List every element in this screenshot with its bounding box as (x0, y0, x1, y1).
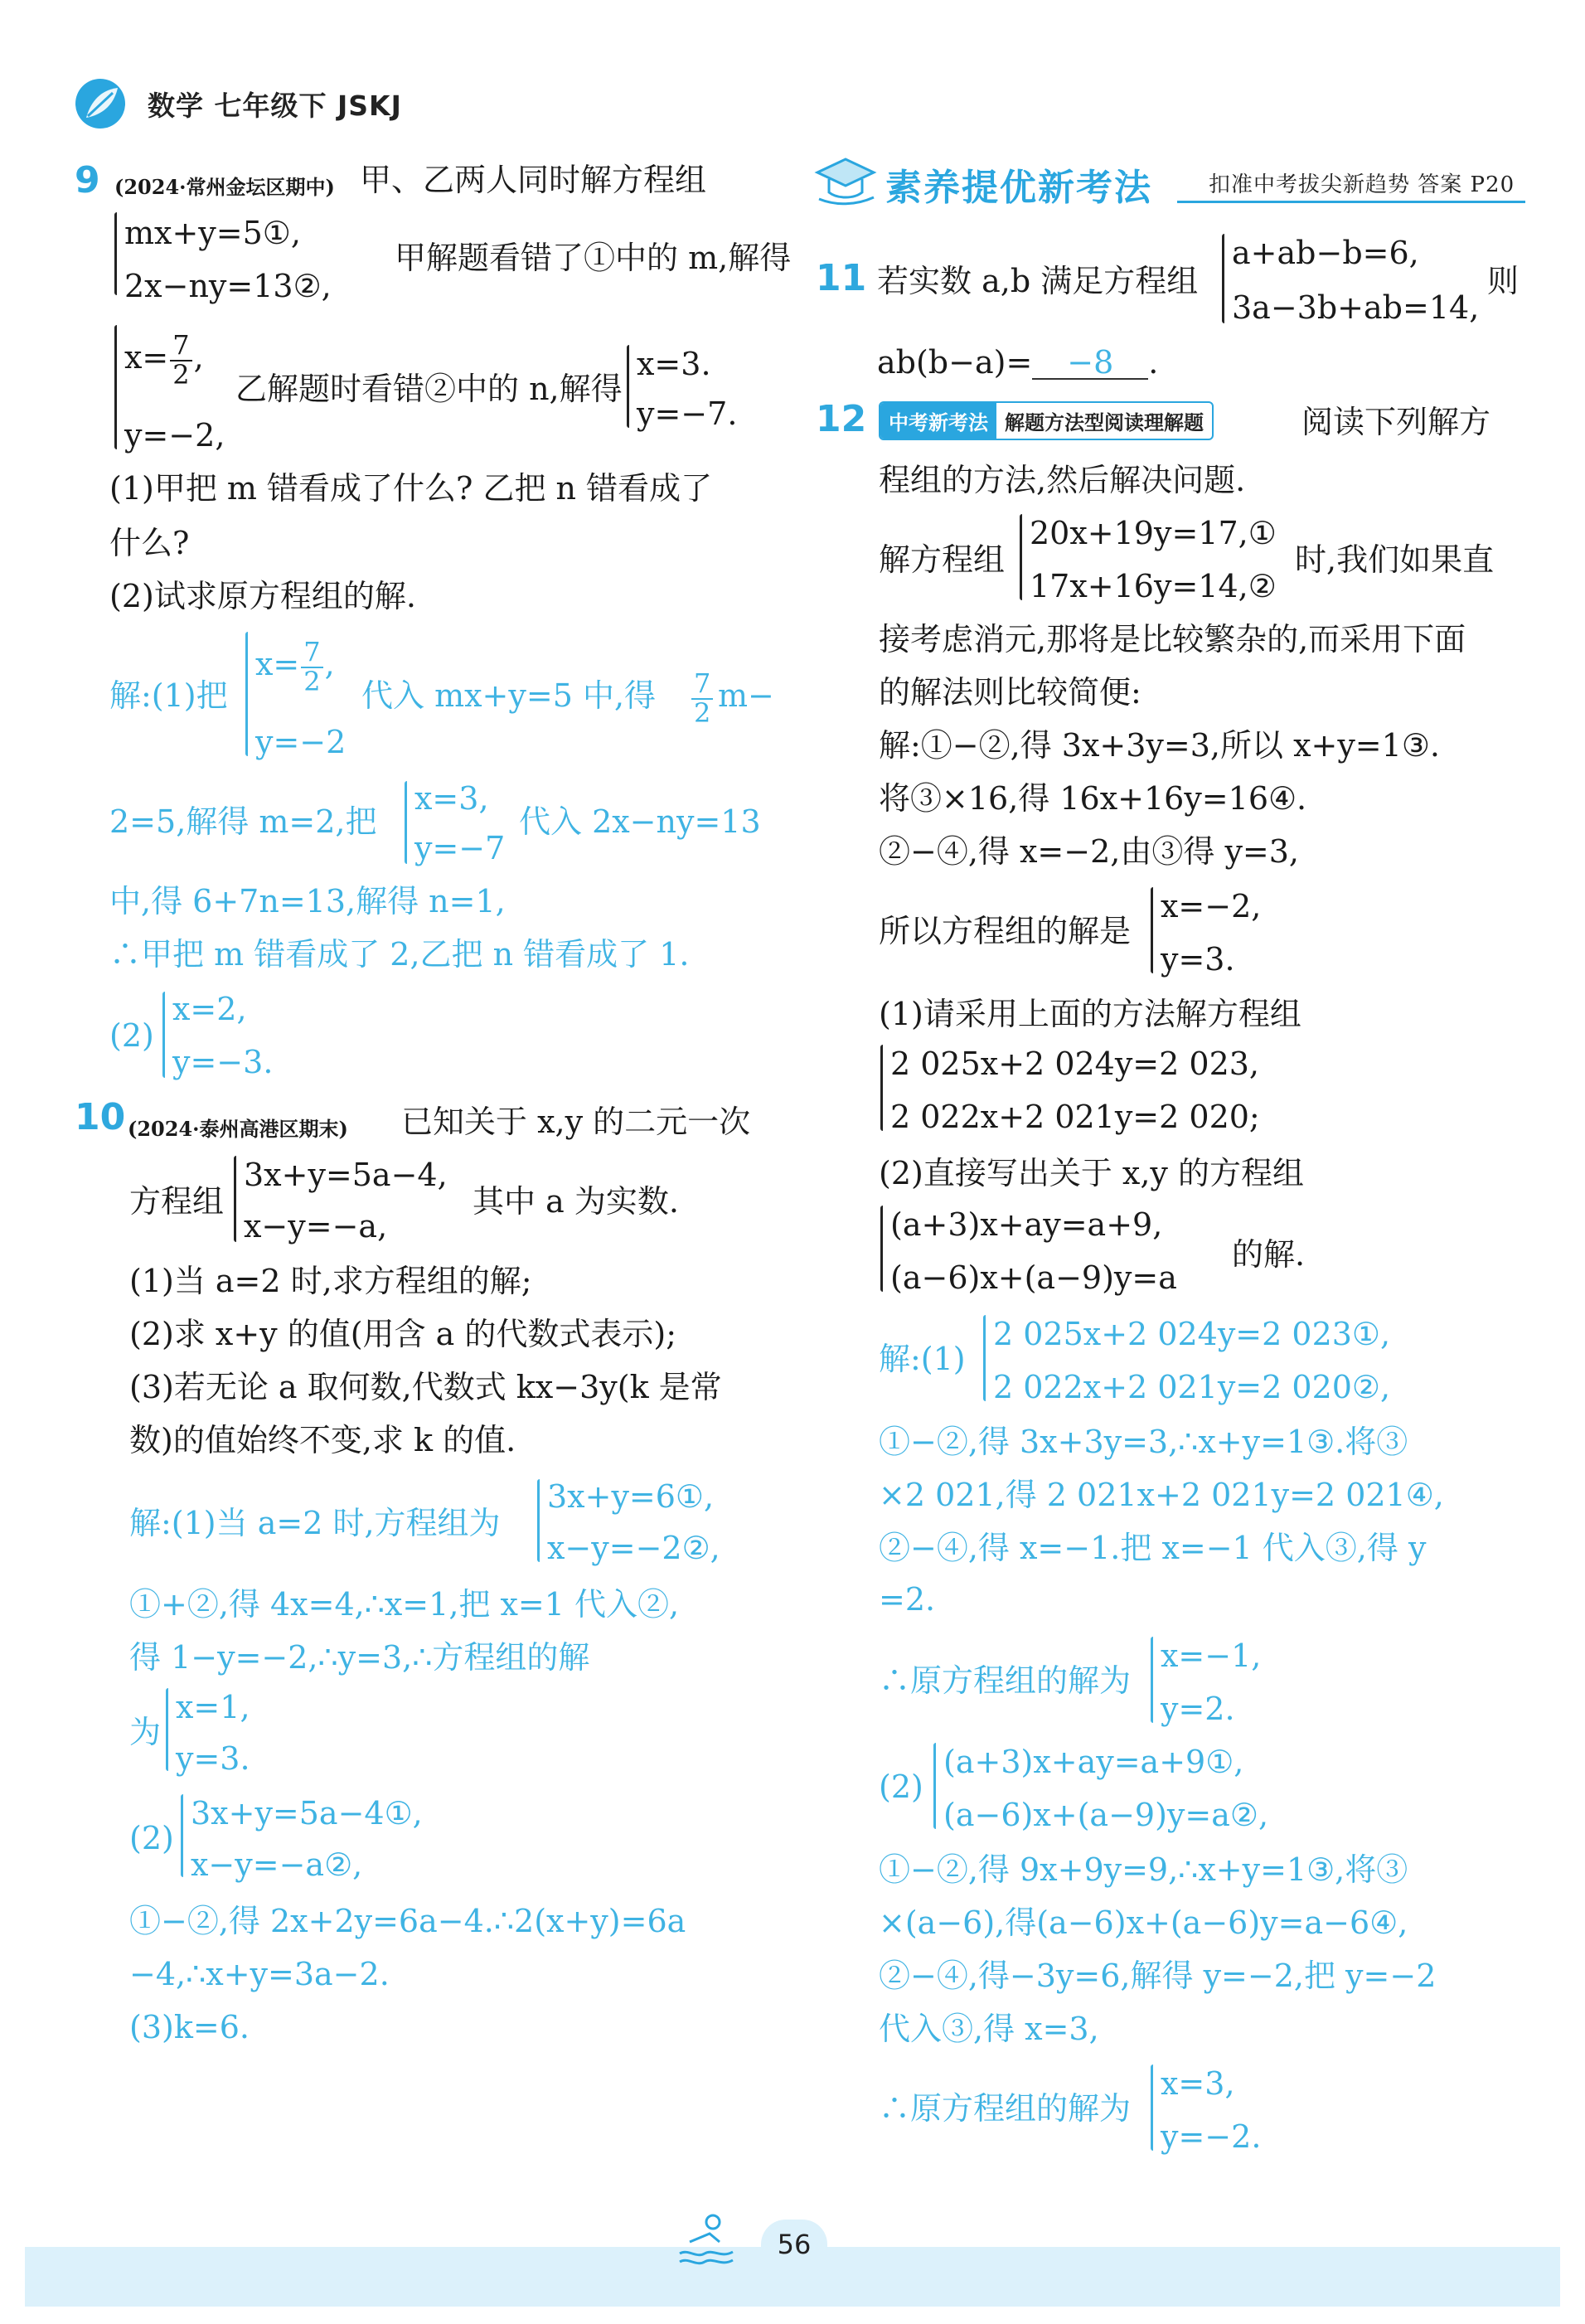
equation-system-brace (1222, 234, 1224, 323)
solution-brace (181, 1794, 183, 1877)
answer-text: ①−②,得 3x+3y=3,∴x+y=1③.将③ (879, 1424, 1408, 1460)
part-2: (2)求 x+y 的值(用含 a 的代数式表示); (129, 1316, 676, 1352)
answer-text: ∴原方程组的解为 (879, 2090, 1132, 2127)
question-stem: 若实数 a,b 满足方程组 (877, 263, 1199, 299)
answer-text: (2) (109, 1017, 154, 1054)
equation-1: 3x+y=5a−4, (244, 1157, 448, 1193)
answer-text: 代入③,得 x=3, (879, 2011, 1099, 2047)
answer-eq-1: 3x+y=5a−4①, (191, 1795, 423, 1832)
solution-brace (1151, 1637, 1153, 1723)
answer-text: ①+②,得 4x=4,∴x=1,把 x=1 代入②, (129, 1586, 680, 1623)
solution-brace (933, 1743, 936, 1829)
question-stem: 接考虑消元,那将是比较繁杂的,而采用下面 (879, 621, 1466, 657)
answer-eq-2: x−y=−a②, (191, 1846, 363, 1883)
solution-brace (162, 992, 165, 1078)
equation-2: 3a−3b+ab=14, (1232, 289, 1480, 326)
answer-text: ②−④,得 x=−1.把 x=−1 代入③,得 y (879, 1530, 1427, 1566)
part-2: (2)试求原方程组的解. (109, 578, 416, 614)
question-stem: 方程组 (129, 1183, 225, 1220)
part-1: (1)当 a=2 时,求方程组的解; (129, 1263, 532, 1299)
page-number: 56 (761, 2220, 827, 2269)
answer-text: −4,∴x+y=3a−2. (129, 1956, 390, 1992)
question-stem: 所以方程组的解是 (879, 913, 1132, 949)
part-2: (2)直接写出关于 x,y 的方程组 (879, 1155, 1304, 1191)
solution-y: y=−7. (637, 395, 738, 432)
answer-text: m− (718, 677, 774, 714)
solution-x: x=−2, (1161, 888, 1262, 924)
answer-text: 解:(1)当 a=2 时,方程组为 (129, 1505, 501, 1541)
answer-text: (3)k=6. (129, 2009, 250, 2045)
answer-text: ∴原方程组的解为 (879, 1662, 1132, 1699)
answer-text: (2) (129, 1820, 174, 1856)
leaf-logo-icon (75, 78, 126, 129)
question-stem: 阅读下列解方 (1301, 404, 1491, 440)
part-3-cont: 数)的值始终不变,求 k 的值. (129, 1422, 516, 1458)
section-subtitle: 扣准中考拔尖新趋势 答案 P20 (1209, 172, 1515, 197)
question-stem: 将③×16,得 16x+16y=16④. (879, 780, 1307, 817)
answer-text: (2) (879, 1768, 923, 1805)
solution-brace (245, 632, 248, 756)
section-title: 素养提优新考法 (885, 167, 1152, 209)
graduation-cap-icon (812, 151, 879, 209)
equation-1: a+ab−b=6, (1232, 235, 1419, 271)
equation-system-brace (1020, 514, 1022, 600)
answer-text: ①−②,得 9x+9y=9,∴x+y=1③,将③ (879, 1851, 1408, 1888)
question-number: 11 (816, 257, 867, 299)
question-stem: 时,我们如果直 (1295, 541, 1495, 578)
equation-1: mx+y=5①, (124, 215, 301, 251)
solution-y: y=2. (1161, 1691, 1235, 1727)
answer-text: =2. (879, 1581, 936, 1618)
answer-eq-2: 2 022x+2 021y=2 020②, (993, 1369, 1391, 1405)
solution-brace (1151, 887, 1153, 973)
question-number: 9 (75, 159, 100, 201)
solution-x: x= $\frac{7}{2}$ , (255, 636, 335, 697)
solution-brace (627, 345, 629, 428)
part-2-cont: 的解. (1232, 1236, 1306, 1273)
answer-text: 为 (129, 1714, 162, 1750)
equation-1: 2 025x+2 024y=2 023, (890, 1046, 1260, 1082)
answer-text: 代入 mx+y=5 中,得 (361, 677, 657, 714)
question-stem: ②−④,得 x=−2,由③得 y=3, (879, 833, 1300, 870)
solution-x: x= $\frac{7}{2}$ , (124, 329, 204, 391)
equation-2: 17x+16y=14,② (1030, 568, 1277, 604)
solution-y: y=−2, (124, 417, 225, 454)
answer-text: 2=5,解得 m=2,把 (109, 803, 377, 840)
solution-y: y=−3. (172, 1044, 274, 1080)
solution-x: x=−1, (1161, 1637, 1262, 1674)
answer-text: ∴甲把 m 错看成了 2,乙把 n 错看成了 1. (109, 936, 690, 973)
question-stem: 解:①−②,得 3x+3y=3,所以 x+y=1③. (879, 727, 1440, 764)
question-number: 12 (816, 398, 867, 440)
subject-label: 数学 七年级下 JSKJ (148, 89, 402, 122)
answer-eq-2: x−y=−2②, (547, 1530, 720, 1566)
solution-y: y=−2 (255, 724, 347, 760)
answer-blank: −8 (1032, 347, 1148, 380)
solution-brace (983, 1315, 986, 1401)
solution-x: x=3. (637, 346, 711, 382)
question-stem: 解方程组 (879, 541, 1006, 578)
question-stem: 甲、乙两人同时解方程组 (360, 162, 707, 198)
solution-y: y=−2. (1161, 2118, 1262, 2155)
swimmer-icon (673, 2205, 739, 2272)
question-stem: 乙解题时看错②中的 n,解得 (235, 371, 623, 407)
solution-brace (114, 325, 117, 449)
solution-y: y=3. (176, 1740, 250, 1777)
solution-x: x=3, (414, 780, 489, 817)
equation-2: 2 022x+2 021y=2 020; (890, 1099, 1260, 1135)
answer-eq-1: (a+3)x+ay=a+9①, (943, 1744, 1244, 1780)
question-stem: 其中 a 为实数. (473, 1183, 679, 1220)
equation-system-brace (880, 1206, 883, 1292)
answer-text: ①−②,得 2x+2y=6a−4.∴2(x+y)=6a (129, 1903, 686, 1939)
solution-brace (166, 1688, 168, 1771)
question-source: (2024·泰州高港区期末) (128, 1117, 348, 1141)
answer-text: ②−④,得−3y=6,解得 y=−2,把 y=−2 (879, 1958, 1437, 1994)
answer-text: ×2 021,得 2 021x+2 021y=2 021④, (879, 1477, 1444, 1513)
answer-eq-1: 3x+y=6①, (547, 1478, 715, 1515)
answer-text: 代入 2x−ny=13 (519, 803, 761, 840)
solution-y: y=3. (1161, 941, 1235, 978)
part-1: (1)请采用上面的方法解方程组 (879, 996, 1301, 1032)
question-stem: 的解法则比较简便: (879, 674, 1141, 711)
equation-2: x−y=−a, (244, 1208, 388, 1244)
answer-text: 解:(1) (879, 1341, 966, 1377)
question-stem: 则 (1487, 263, 1520, 299)
question-tag: 中考新考法 解题方法型阅读理解题 (879, 401, 1214, 440)
equation-system-brace (114, 212, 117, 295)
answer-text: ×(a−6),得(a−6)x+(a−6)y=a−6④, (879, 1904, 1408, 1941)
answer-text: 得 1−y=−2,∴y=3,∴方程组的解 (129, 1639, 590, 1676)
question-stem: 已知关于 x,y 的二元一次 (401, 1104, 751, 1140)
equation-1: 20x+19y=17,① (1030, 515, 1277, 551)
banner-divider (1177, 201, 1525, 203)
equation-system-brace (234, 1156, 236, 1242)
page-header (75, 76, 402, 131)
solution-y: y=−7 (414, 830, 506, 866)
solution-x: x=1, (176, 1689, 250, 1725)
equation-system-brace (880, 1045, 883, 1131)
answer-eq-2: (a−6)x+(a−9)y=a②, (943, 1797, 1269, 1833)
question-source: (2024·常州金坛区期中) (114, 175, 335, 199)
answer-fraction: $\frac{7}{2}$ (690, 670, 715, 727)
solution-brace (537, 1479, 540, 1562)
solution-brace (405, 781, 407, 864)
answer-text: 中,得 6+7n=13,解得 n=1, (109, 883, 506, 919)
section-banner (812, 148, 1525, 214)
question-stem: 甲解题看错了①中的 m,解得 (395, 240, 792, 276)
question-stem: 程组的方法,然后解决问题. (879, 462, 1246, 498)
answer-text: 解:(1)把 (109, 677, 228, 714)
equation-2: 2x−ny=13②, (124, 268, 332, 304)
equation-1: (a+3)x+ay=a+9, (890, 1206, 1163, 1243)
equation-2: (a−6)x+(a−9)y=a (890, 1259, 1177, 1296)
part-1-cont: 什么? (109, 525, 190, 561)
solution-brace (1151, 2064, 1153, 2151)
part-3: (3)若无论 a 取何数,代数式 kx−3y(k 是常 (129, 1369, 722, 1405)
question-number: 10 (75, 1096, 126, 1138)
answer-line: ab(b−a)= −8 . (877, 344, 1159, 381)
solution-x: x=3, (1161, 2065, 1235, 2102)
solution-x: x=2, (172, 991, 247, 1027)
answer-eq-1: 2 025x+2 024y=2 023①, (993, 1316, 1391, 1352)
part-1: (1)甲把 m 错看成了什么? 乙把 n 错看成了 (109, 470, 713, 507)
